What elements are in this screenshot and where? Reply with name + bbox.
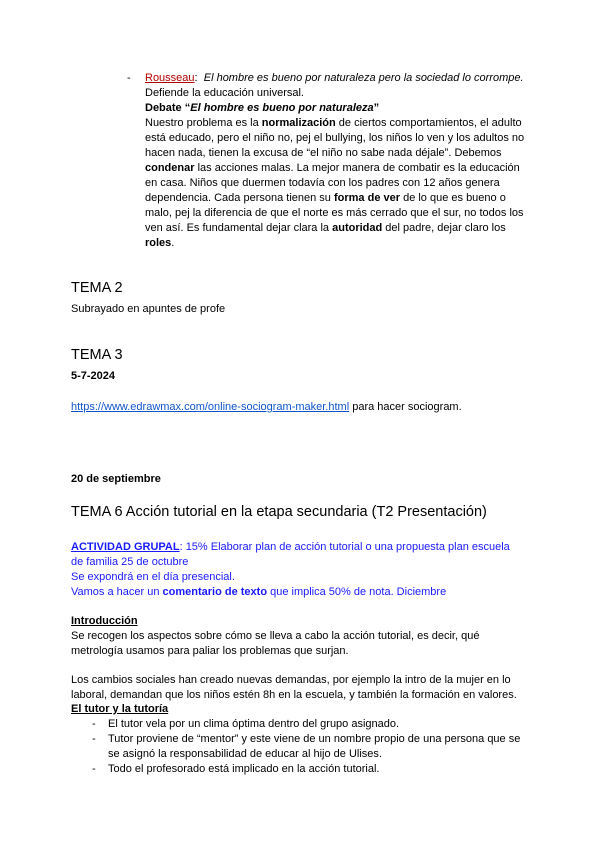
actividad-line-4 — [71, 585, 446, 600]
link-suffix: para hacer sociogram. — [349, 401, 462, 413]
sociogram-link[interactable]: https://www.edrawmax.com/online-sociogram-maker.html — [71, 401, 350, 413]
para-text: de lo que es bueno o — [400, 192, 506, 204]
rousseau-line-2: Defiende la educación universal. — [145, 87, 304, 99]
actividad-label: ACTIVIDAD GRUPAL — [71, 541, 180, 553]
bold-roles: roles — [145, 237, 172, 249]
debate-suffix: ” — [373, 102, 380, 114]
rousseau-colon: : — [194, 72, 198, 84]
bold-condenar: condenar — [145, 162, 195, 174]
para-text: Nuestro problema es la — [145, 117, 262, 129]
bullet-dash: - — [127, 72, 131, 84]
debate-para-line-8 — [145, 221, 506, 236]
debate-para-line-4 — [145, 161, 520, 176]
para-text: del padre, dejar claro los — [382, 222, 506, 234]
tutor-item: El tutor vela por un clima óptima dentro del grupo asignado. — [108, 718, 400, 730]
actividad-text: : 15% Elaborar plan de acción tutorial o una propuesta plan escuela — [179, 541, 510, 553]
debate-para-line-6 — [145, 191, 506, 206]
intro-line-1: Se recogen los aspectos sobre cómo se lleva a cabo la acción tutorial, es decir, qué — [71, 630, 480, 642]
rousseau-name[interactable]: Rousseau — [145, 72, 195, 84]
actividad-line-1 — [71, 540, 510, 555]
tema3-link-line — [71, 400, 462, 415]
bold-forma-de-ver: forma de ver — [333, 192, 401, 204]
tema6-title: TEMA 6 Acción tutorial en la etapa secundaria (T2 Presentación) — [71, 504, 487, 520]
debate-para-line-2: está educado, pero el niño no, pej el bullying, los niños lo ven y los adultos no — [145, 132, 525, 144]
actividad-text: Vamos a hacer un — [71, 586, 163, 598]
debate-para-line-3: hacen nada, tienen la excusa de “el niño no sabe nada déjale”. Debemos — [145, 147, 502, 159]
debate-para-line-5: en casa. Niños que duermen todavía con los padres con 12 años genera — [145, 177, 500, 189]
tema3-title: TEMA 3 — [71, 347, 123, 363]
intro-title: Introducción — [71, 615, 138, 627]
bold-autoridad: autoridad — [332, 222, 383, 234]
para-text: dependencia. Cada persona tienen su — [145, 192, 334, 204]
debate-prefix: Debate “ — [145, 102, 191, 114]
actividad-line-2: de familia 25 de octubre — [71, 556, 189, 568]
para-text: ven así. Es fundamental dejar clara la — [145, 222, 333, 234]
debate-para-line-1 — [145, 116, 522, 131]
para-text: las acciones malas. La mejor manera de combatir es la educación — [194, 162, 520, 174]
rousseau-line — [145, 71, 524, 86]
debate-quote: El hombre es bueno por naturaleza — [190, 102, 374, 114]
actividad-line-3: Se expondrá en el día presencial. — [71, 571, 235, 583]
bold-normalizacion: normalización — [261, 117, 336, 129]
tema3-date: 5-7-2024 — [71, 370, 116, 382]
intro-line-2: metrología usamos para paliar los problemas que surjan. — [71, 645, 349, 657]
bullet-dash: - — [92, 733, 96, 745]
tutor-title: El tutor y la tutoría — [71, 703, 169, 715]
tema2-title: TEMA 2 — [71, 280, 123, 296]
para-text: . — [171, 237, 175, 249]
intro-line-4: laboral, demandan que los niños estén 8h en la escuela, y también la formación en valores. — [71, 689, 517, 701]
rousseau-quote: El hombre es bueno por naturaleza pero la sociedad lo corrompe. — [203, 72, 524, 84]
bullet-dash: - — [92, 763, 96, 775]
tutor-item: Todo el profesorado está implicado en la acción tutorial. — [108, 763, 380, 775]
actividad-text: que implica 50% de nota. Diciembre — [267, 586, 447, 598]
para-text: de ciertos comportamientos, el adulto — [335, 117, 522, 129]
tema2-text: Subrayado en apuntes de profe — [71, 303, 226, 315]
tutor-item-continuation: se asignó la responsabilidad de educar al hijo de Ulises. — [108, 748, 382, 760]
sept-date: 20 de septiembre — [71, 473, 161, 485]
comentario-de-texto: comentario de texto — [162, 586, 268, 598]
intro-line-3: Los cambios sociales han creado nuevas demandas, por ejemplo la intro de la mujer en lo — [71, 674, 511, 686]
bullet-dash: - — [92, 718, 96, 730]
debate-heading — [145, 101, 379, 116]
debate-para-line-9 — [145, 236, 174, 251]
tutor-item: Tutor proviene de “mentor” y este viene de un nombre propio de una persona que se — [108, 733, 521, 745]
debate-para-line-7: malo, pej la diferencia de que el norte es más cerrado que el sur, no todos los — [145, 207, 524, 219]
